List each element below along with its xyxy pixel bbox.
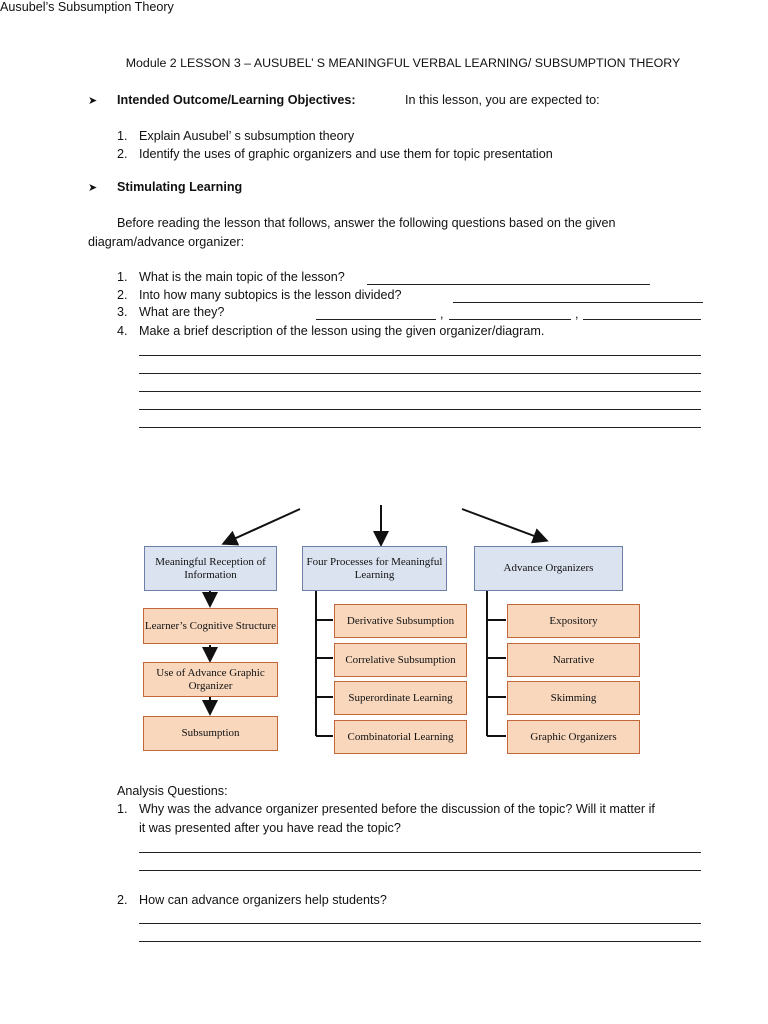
answer-line[interactable] (139, 852, 701, 853)
concept-box: Expository (507, 604, 640, 638)
analysis-question-text: Why was the advance organizer presented before the discussion of the topic? Will it matter if (139, 802, 655, 816)
concept-box: Combinatorial Learning (334, 720, 467, 754)
question-item: 4. Make a brief description of the lesson using the given organizer/diagram. (117, 324, 545, 338)
concept-box: Graphic Organizers (507, 720, 640, 754)
analysis-question-number: 1. (117, 802, 128, 816)
stimulating-heading: Stimulating Learning (117, 180, 243, 194)
objective-item: 2. Identify the uses of graphic organizers and use them for topic presentation (117, 147, 553, 161)
concept-box: Skimming (507, 681, 640, 715)
question-item: 2. Into how many subtopics is the lesson divided? (117, 288, 402, 302)
comma-separator: , (575, 307, 579, 321)
concept-box: Superordinate Learning (334, 681, 467, 715)
analysis-question-text: it was presented after you have read the topic? (139, 821, 401, 835)
concept-box: Correlative Subsumption (334, 643, 467, 677)
concept-box: Use of Advance Graphic Organizer (143, 662, 278, 697)
category-box: Meaningful Reception of Information (144, 546, 277, 591)
objectives-heading: Intended Outcome/Learning Objectives: (117, 93, 356, 107)
category-box: Four Processes for Meaningful Learning (302, 546, 447, 591)
answer-line[interactable] (139, 923, 701, 924)
comma-separator: , (440, 307, 444, 321)
concept-box: Subsumption (143, 716, 278, 751)
diagram-title: Ausubel’s Subsumption Theory (0, 0, 174, 14)
objectives-intro: In this lesson, you are expected to: (405, 93, 600, 107)
page-title: Module 2 LESSON 3 – AUSUBEL’ S MEANINGFUL VERBAL LEARNING/ SUBSUMPTION THEORY (125, 56, 681, 70)
concept-box: Derivative Subsumption (334, 604, 467, 638)
question-item: 3. What are they? (117, 305, 225, 319)
concept-box: Learner’s Cognitive Structure (143, 608, 278, 644)
instructions-line: diagram/advance organizer: (88, 235, 245, 249)
question-item: 1. What is the main topic of the lesson? (117, 270, 345, 284)
analysis-question-number: 2. (117, 893, 128, 907)
objective-item: 1. Explain Ausubel’ s subsumption theory (117, 129, 355, 143)
analysis-heading: Analysis Questions: (117, 784, 228, 798)
answer-line[interactable] (139, 870, 701, 871)
concept-box: Narrative (507, 643, 640, 677)
instructions-line: Before reading the lesson that follows, answer the following questions based on the given (117, 216, 616, 230)
analysis-question-text: How can advance organizers help students? (139, 893, 387, 907)
category-box: Advance Organizers (474, 546, 623, 591)
arrow-bullet-icon: ➤ (88, 95, 98, 107)
arrow-bullet-icon: ➤ (88, 182, 98, 194)
answer-line[interactable] (139, 941, 701, 942)
